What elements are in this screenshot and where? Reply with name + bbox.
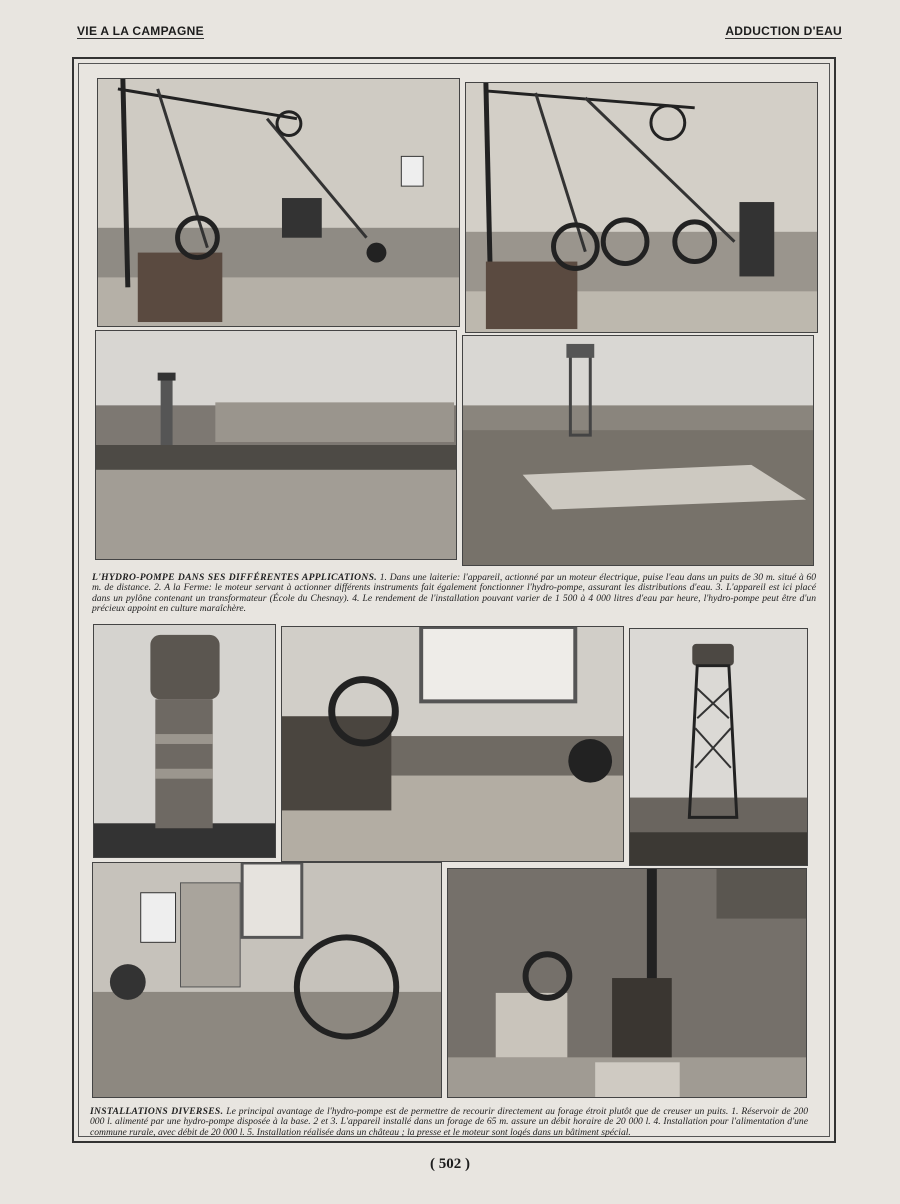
caption-installations: INSTALLATIONS DIVERSES. Le principal avantage de l'hydro-pompe est de permettre de recourir directement au forage étroit plutôt que de creuser un puits. 1. Réservoir de 200 000 l. alimenté par une hydro-pompe disposée à la base. 2 et 3. L'appareil installé dans un forage de 65 m. assure un débit horaire de 20 000 l. 4. Installation pour l'alimentation d'une commune rurale, avec débit de 20 000 l. 5. Installation réalisée dans un château ; la presse et le moteur sont logés dans un bâtiment spécial. (90, 1106, 809, 1138)
photo-dairy-installation (97, 78, 460, 327)
caption-applications: L'HYDRO-POMPE DANS SES DIFFÉRENTES APPLICATIONS. 1. Dans une laiterie: l'appareil, actionné par un moteur électrique, puise l'eau dans un puits de 30 m. situé à 60 m. de distance. 2. A la Ferme: le moteur servant à actionner différents instruments fait également fonctionner l'hydro-pompe, assurant les distributions d'eau. 3. L'appareil est ici placé dans un pylône contenant un transformateur (École du Chesnay). 4. Le rendement de l'installation pouvant varier de 1 500 à 4 000 litres d'eau par heure, l'hydro-pompe peut être d'un précieux appoint en culture maraîchère. (92, 572, 816, 615)
photo-borehole-installation-1 (281, 626, 624, 862)
running-header-left: VIE A LA CAMPAGNE (77, 24, 204, 38)
photo-chateau-installation (447, 868, 807, 1098)
running-header-right: ADDUCTION D'EAU (725, 24, 842, 38)
photo-lattice-tower (629, 628, 808, 866)
photo-farm-installation (465, 82, 818, 333)
photo-pylon-school (95, 330, 457, 560)
photo-water-tower-reservoir (93, 624, 276, 858)
photo-market-garden (462, 335, 814, 566)
photo-commune-installation (92, 862, 442, 1098)
page-number: ( 502 ) (430, 1156, 470, 1172)
